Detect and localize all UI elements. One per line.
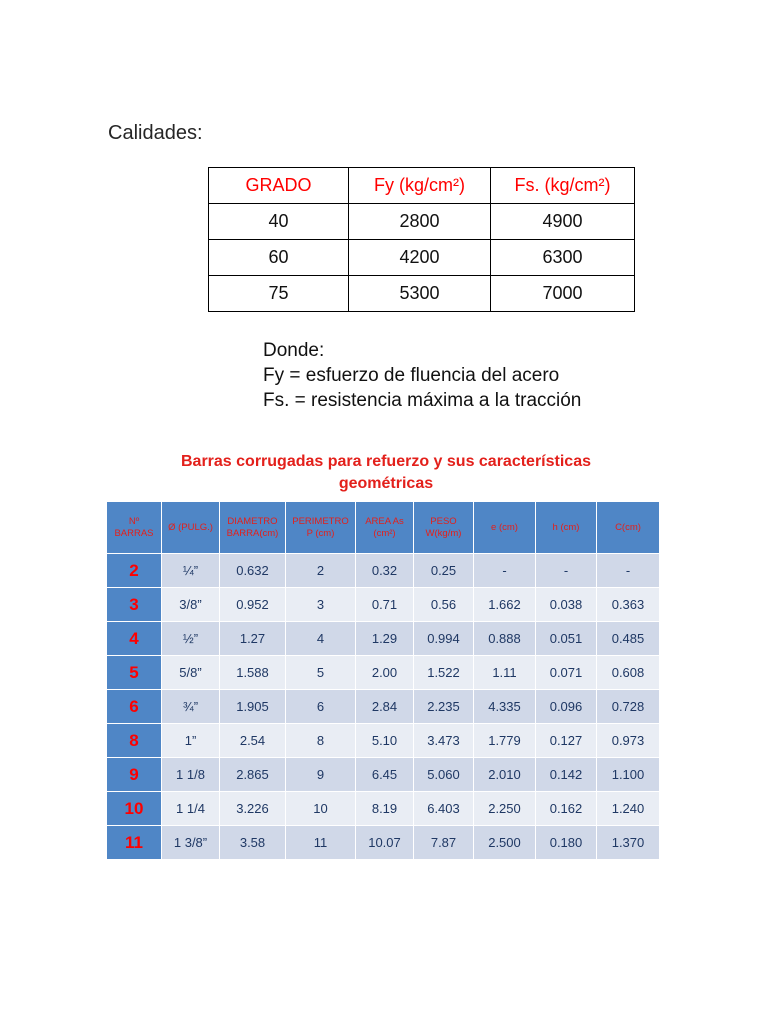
bar-number-cell: 10 — [107, 791, 162, 825]
bar-value-cell: 0.071 — [536, 655, 597, 689]
grades-row — [209, 240, 635, 276]
bar-value-cell: 2.010 — [474, 757, 536, 791]
bar-value-cell: 5/8” — [162, 655, 220, 689]
grades-cell: 75 — [209, 276, 349, 312]
grades-cell: 60 — [209, 240, 349, 276]
bar-value-cell: 5 — [286, 655, 356, 689]
bar-value-cell: 0.32 — [356, 553, 414, 587]
bar-value-cell: 2.84 — [356, 689, 414, 723]
bar-value-cell: 1.29 — [356, 621, 414, 655]
bar-value-cell: - — [474, 553, 536, 587]
bar-value-cell: 4.335 — [474, 689, 536, 723]
bar-value-cell: 4 — [286, 621, 356, 655]
bar-number-cell: 3 — [107, 587, 162, 621]
bar-number-cell: 6 — [107, 689, 162, 723]
bar-value-cell: 6.403 — [414, 791, 474, 825]
bar-value-cell: ½” — [162, 621, 220, 655]
bar-value-cell: 6.45 — [356, 757, 414, 791]
bar-value-cell: 0.162 — [536, 791, 597, 825]
bar-number-cell: 8 — [107, 723, 162, 757]
bar-value-cell: 3.473 — [414, 723, 474, 757]
header-bar-number — [107, 502, 162, 553]
bar-row — [107, 825, 659, 859]
definition-fs: Fs. = resistencia máxima a la tracción — [263, 390, 582, 411]
bar-value-cell: 0.952 — [220, 587, 286, 621]
header-h — [536, 502, 597, 553]
section-heading: Calidades: — [108, 122, 203, 144]
bar-value-cell: - — [597, 553, 659, 587]
bars-table-body — [107, 553, 659, 859]
bar-value-cell: ¾” — [162, 689, 220, 723]
header-diameter-cm — [220, 502, 286, 553]
header-line: P (cm) — [306, 527, 335, 539]
bar-value-cell: 9 — [286, 757, 356, 791]
bar-value-cell: 7.87 — [414, 825, 474, 859]
bar-value-cell: 0.56 — [414, 587, 474, 621]
bar-value-cell: 5.060 — [414, 757, 474, 791]
bar-value-cell: 0.127 — [536, 723, 597, 757]
grades-cell: 2800 — [349, 204, 491, 240]
bar-value-cell: 1.905 — [220, 689, 286, 723]
bar-value-cell: 6 — [286, 689, 356, 723]
bar-value-cell: 1.588 — [220, 655, 286, 689]
grades-cell: 7000 — [491, 276, 635, 312]
bar-value-cell: ¼” — [162, 553, 220, 587]
bar-row — [107, 587, 659, 621]
header-line: C(cm) — [615, 521, 641, 533]
bar-value-cell: 0.25 — [414, 553, 474, 587]
bar-value-cell: 1.779 — [474, 723, 536, 757]
bar-value-cell: - — [536, 553, 597, 587]
bar-row — [107, 553, 659, 587]
grades-cell: 5300 — [349, 276, 491, 312]
header-perimeter — [286, 502, 356, 553]
header-line: (cm²) — [373, 527, 396, 539]
bar-value-cell: 0.038 — [536, 587, 597, 621]
grades-cell: 4900 — [491, 204, 635, 240]
bar-row — [107, 689, 659, 723]
bar-number-cell: 9 — [107, 757, 162, 791]
definitions-intro: Donde: — [263, 340, 325, 361]
header-line: Ø (PULG.) — [168, 521, 213, 533]
bar-row — [107, 791, 659, 825]
bar-value-cell: 2.500 — [474, 825, 536, 859]
header-line: e (cm) — [491, 521, 518, 533]
grades-header-fs: Fs. (kg/cm²) — [491, 168, 635, 204]
bar-value-cell: 3/8” — [162, 587, 220, 621]
bar-value-cell: 11 — [286, 825, 356, 859]
bar-value-cell: 8 — [286, 723, 356, 757]
bar-row — [107, 655, 659, 689]
bar-value-cell: 0.051 — [536, 621, 597, 655]
grades-header-row — [209, 168, 635, 204]
bar-value-cell: 2 — [286, 553, 356, 587]
bars-header-row — [107, 502, 659, 553]
grades-table — [208, 167, 635, 312]
bar-value-cell: 2.250 — [474, 791, 536, 825]
bar-value-cell: 0.973 — [597, 723, 659, 757]
grades-row — [209, 276, 635, 312]
bar-value-cell: 1.100 — [597, 757, 659, 791]
header-line: PESO — [430, 515, 457, 527]
grades-header-grade: GRADO — [209, 168, 349, 204]
grades-row — [209, 204, 635, 240]
header-c — [597, 502, 659, 553]
bar-value-cell: 0.888 — [474, 621, 536, 655]
header-line: PERIMETRO — [292, 515, 349, 527]
bar-value-cell: 8.19 — [356, 791, 414, 825]
bar-value-cell: 0.608 — [597, 655, 659, 689]
bar-value-cell: 0.632 — [220, 553, 286, 587]
header-area — [356, 502, 414, 553]
bar-number-cell: 5 — [107, 655, 162, 689]
bar-value-cell: 3 — [286, 587, 356, 621]
bar-value-cell: 1.11 — [474, 655, 536, 689]
bar-value-cell: 0.71 — [356, 587, 414, 621]
bar-row — [107, 723, 659, 757]
bar-value-cell: 10.07 — [356, 825, 414, 859]
definition-fy: Fy = esfuerzo de fluencia del acero — [263, 365, 560, 386]
bar-value-cell: 1.370 — [597, 825, 659, 859]
bar-value-cell: 3.226 — [220, 791, 286, 825]
grades-cell: 4200 — [349, 240, 491, 276]
bars-table-title — [120, 451, 652, 495]
bar-value-cell: 0.485 — [597, 621, 659, 655]
bar-value-cell: 1.27 — [220, 621, 286, 655]
header-line: h (cm) — [552, 521, 580, 533]
header-line: BARRAS — [114, 527, 154, 539]
header-diameter-inches — [162, 502, 220, 553]
bar-value-cell: 5.10 — [356, 723, 414, 757]
header-line: AREA As — [365, 515, 404, 527]
bar-value-cell: 0.142 — [536, 757, 597, 791]
header-line: Nº — [128, 515, 140, 527]
bar-value-cell: 0.728 — [597, 689, 659, 723]
grades-cell: 6300 — [491, 240, 635, 276]
bar-value-cell: 2.865 — [220, 757, 286, 791]
bar-number-cell: 11 — [107, 825, 162, 859]
bars-title-line1: Barras corrugadas para refuerzo y sus características — [181, 453, 591, 470]
bar-value-cell: 2.54 — [220, 723, 286, 757]
header-line: BARRA(cm) — [226, 527, 279, 539]
bar-row — [107, 757, 659, 791]
bars-title-line2: geométricas — [338, 475, 434, 492]
bar-value-cell: 1 1/4 — [162, 791, 220, 825]
bar-value-cell: 1” — [162, 723, 220, 757]
bar-number-cell: 2 — [107, 553, 162, 587]
bar-row — [107, 621, 659, 655]
bar-value-cell: 0.994 — [414, 621, 474, 655]
header-line: DIAMETRO — [227, 515, 278, 527]
bar-value-cell: 0.180 — [536, 825, 597, 859]
bar-value-cell: 2.235 — [414, 689, 474, 723]
bar-value-cell: 1 1/8 — [162, 757, 220, 791]
bars-table — [107, 502, 659, 859]
grades-cell: 40 — [209, 204, 349, 240]
bar-value-cell: 1.240 — [597, 791, 659, 825]
bar-value-cell: 1 3/8” — [162, 825, 220, 859]
header-e — [474, 502, 536, 553]
definitions-note — [263, 338, 581, 413]
grades-header-fy: Fy (kg/cm²) — [349, 168, 491, 204]
bar-value-cell: 1.662 — [474, 587, 536, 621]
bar-value-cell: 10 — [286, 791, 356, 825]
header-line: W(kg/m) — [425, 527, 462, 539]
bar-number-cell: 4 — [107, 621, 162, 655]
header-weight — [414, 502, 474, 553]
bar-value-cell: 2.00 — [356, 655, 414, 689]
bar-value-cell: 1.522 — [414, 655, 474, 689]
bar-value-cell: 3.58 — [220, 825, 286, 859]
bar-value-cell: 0.363 — [597, 587, 659, 621]
bar-value-cell: 0.096 — [536, 689, 597, 723]
